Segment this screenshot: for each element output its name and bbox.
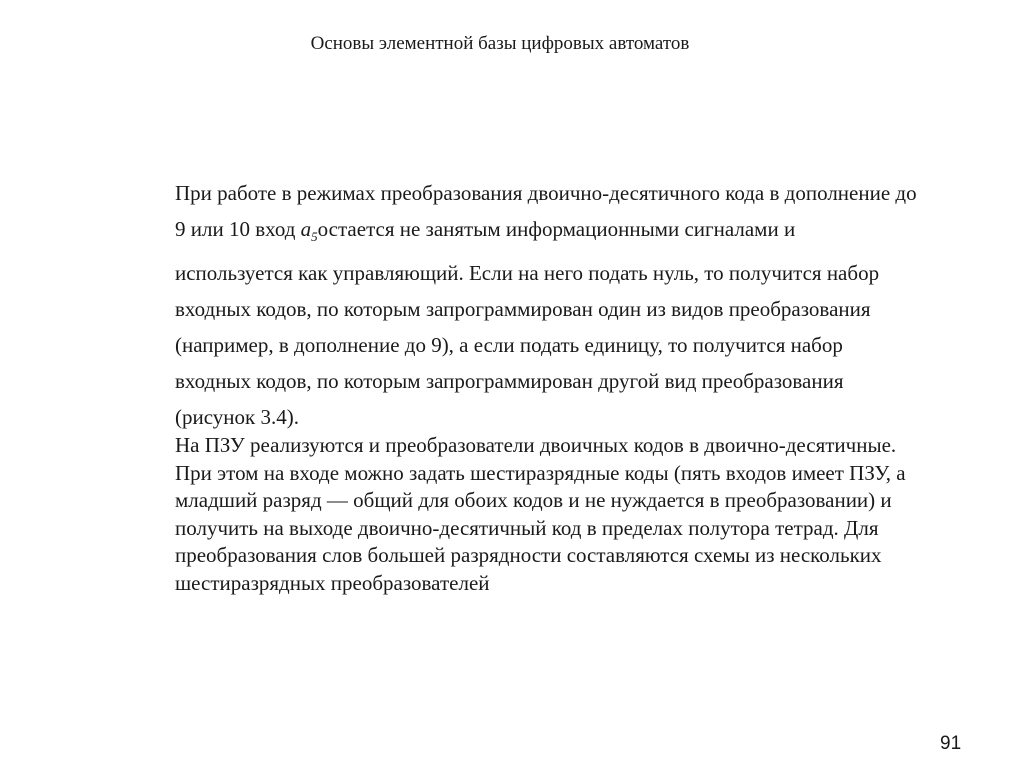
text-line: При этом на входе можно задать шестиразрядные коды (пять входов имеет ПЗУ, а bbox=[175, 460, 906, 485]
text-line: шестиразрядных преобразователей bbox=[175, 570, 490, 595]
variable-a5 bbox=[300, 217, 318, 245]
text-line: преобразования слов большей разрядности составляются схемы из нескольких bbox=[175, 543, 882, 567]
variable-subscript: 5 bbox=[311, 229, 318, 245]
paragraph-rom-code-conversion bbox=[175, 175, 917, 435]
text-line: входных кодов, по которым запрограммирован один из видов преобразования bbox=[175, 297, 871, 322]
text-line: (например, в дополнение до 9), а если подать единицу, то получится набор bbox=[175, 333, 843, 358]
paragraph-binary-to-bcd bbox=[175, 432, 906, 597]
text-line: получить на выходе двоично-десятичный код в пределах полутора тетрад. Для bbox=[175, 515, 879, 540]
text-line bbox=[175, 211, 917, 255]
text-line: (рисунок 3.4). bbox=[175, 405, 299, 430]
text-line: На ПЗУ реализуются и преобразователи двоичных кодов в двоично-десятичные. bbox=[175, 433, 897, 457]
text-span: остается не занятым информационными сигналами и bbox=[317, 217, 796, 241]
text-line: входных кодов, по которым запрограммирован другой вид преобразования bbox=[175, 369, 844, 394]
variable-name: a bbox=[300, 217, 312, 241]
text-line: используется как управляющий. Если на него подать нуль, то получится набор bbox=[175, 261, 880, 286]
text-line: При работе в режимах преобразования двоично-десятичного кода в дополнение до bbox=[175, 181, 917, 205]
page-number: 91 bbox=[940, 733, 962, 754]
text-span: 9 или 10 вход bbox=[175, 217, 301, 241]
text-line: младший разряд — общий для обоих кодов и не нуждается в преобразовании) и bbox=[175, 488, 892, 512]
slide-title: Основы элементной базы цифровых автоматов bbox=[310, 33, 690, 54]
